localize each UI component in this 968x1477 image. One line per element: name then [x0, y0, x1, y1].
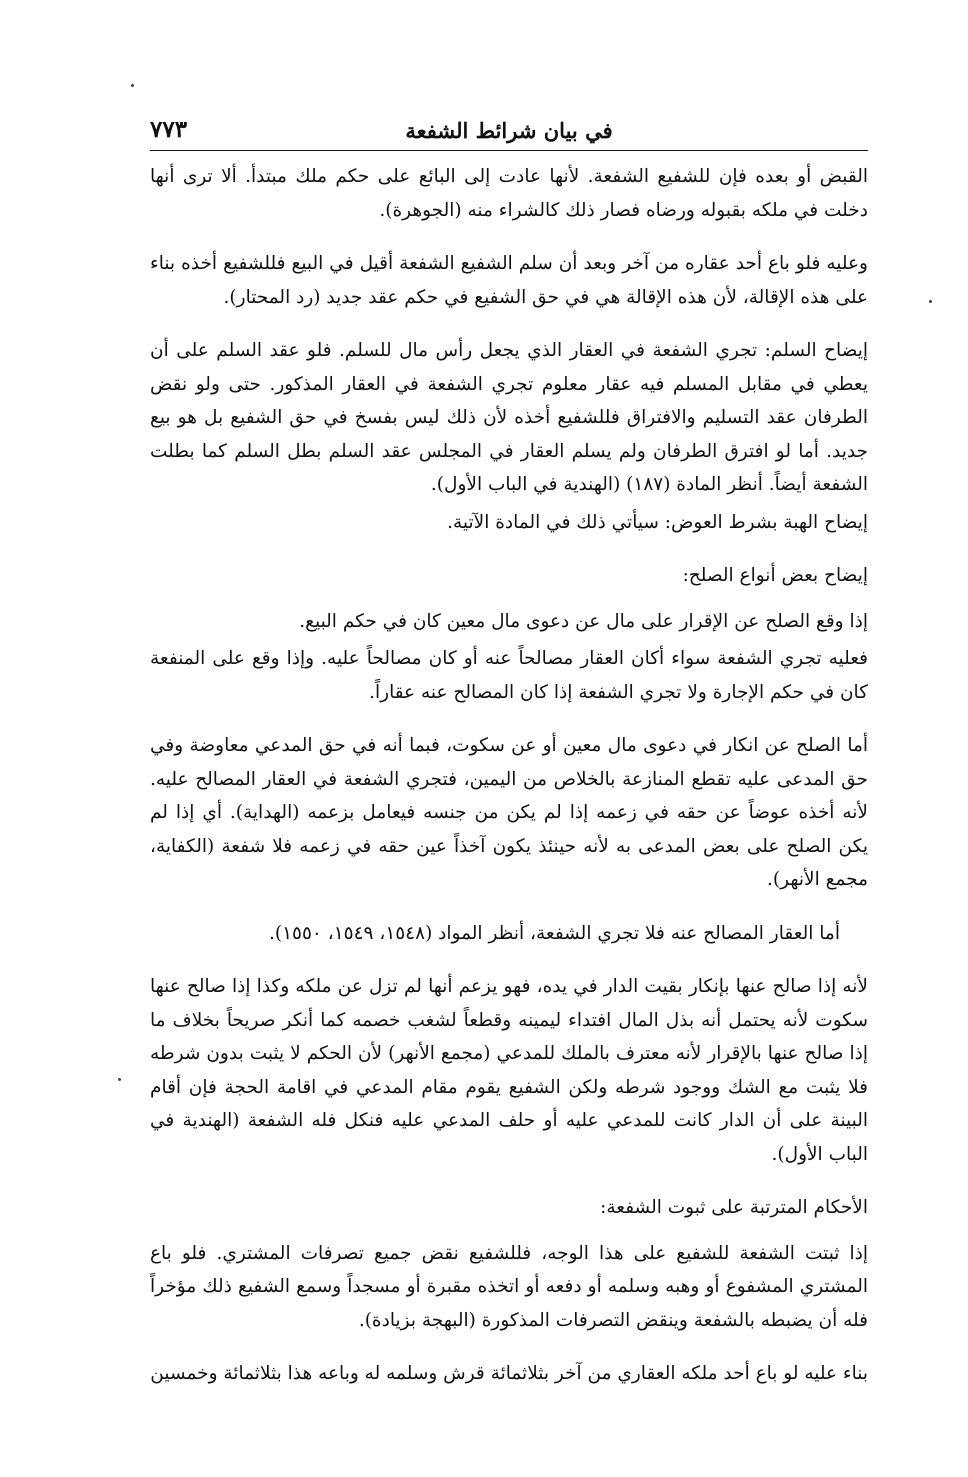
section-heading-ahkam: الأحكام المترتبة على ثبوت الشفعة: — [600, 1197, 868, 1218]
running-header — [150, 112, 868, 148]
paragraph-1: القبض أو بعده فإن للشفيع الشفعة. لأنها عادت إلى البائع على حكم ملك مبتدأ. ألا ترى أنها دخلت في ملكه بقبوله ورضاه فصار ذلك كالشراء منه (الجوهرة). — [150, 166, 868, 221]
paragraph-12: إذا ثبتت الشفعة للشفيع على هذا الوجه، فللشفيع نقض جميع تصرفات المشتري. فلو باع المشتري المشفوع أو وهبه وسلمه أو دفعه أو اتخذه مقبرة أو مسجداً وسمع الشفيع ذلك مؤخراً فله أن يضبطه بالشفعة وينقض التصرفات المذكورة (البهجة بزيادة). — [150, 1242, 868, 1331]
paragraph-9: أما العقار المصالح عنه فلا تجري الشفعة، أنظر المواد (١٥٤٨، ١٥٤٩، ١٥٥٠). — [268, 922, 840, 944]
paragraph-7: فعليه تجري الشفعة سواء أكان العقار مصالحاً عنه أو كان مصالحاً عليه. وإذا وقع على المنفعة كان في حكم الإجارة ولا تجري الشفعة إذا كان المصالح عنه عقاراً. — [150, 648, 868, 703]
paragraph-6: إذا وقع الصلح عن الإقرار على مال عن دعوى مال معين كان في حكم البيع. — [299, 610, 868, 632]
paragraph-3: إيضاح السلم: تجري الشفعة في العقار الذي يجعل رأس مال للسلم. فلو عقد السلم على أن يعطي في مقابل المسلم فيه عقار معلوم تجري الشفعة في العقار المذكور. حتى ولو نقض الطرفان عقد التسليم والافتراق فللشفيع أخذه لأن ذلك ليس بفسخ في حق الشفيع بل هو بيع جديد. أما لو افترق الطرفان ولم يسلم العقار في المجلس عقد السلم بطل السلم كما بطلت الشفعة أيضاً. أنظر المادة (١٨٧) (الهندية في الباب الأول). — [150, 340, 868, 495]
paragraph-2: وعليه فلو باع أحد عقاره من آخر وبعد أن سلم الشفيع الشفعة أقيل في البيع فللشفيع أخذه بناء على هذه الإقالة، لأن هذه الإقالة هي في حق الشفيع في حكم عقد جديد (رد المحتار). — [150, 253, 868, 308]
body-text — [150, 160, 868, 1403]
scan-speck — [131, 84, 134, 87]
paragraph-13: بناء عليه لو باع أحد ملكه العقاري من آخر بثلاثمائة قرش وسلمه له وباعه هذا بثلاثمائة وخمسين — [150, 1363, 868, 1384]
paragraph-8: أما الصلح عن انكار في دعوى مال معين أو عن سكوت، فبما أنه في حق المدعي معاوضة وفي حق المدعى عليه تقطع المنازعة بالخلاص من اليمين، فتجري الشفعة في العقار المصالح عليه. لأنه أخذه عوضاً عن حقه في زعمه إذا لم يكن من جنسه فيعامل بزعمه (الهداية). أي إذا لم يكن الصلح على بعض المدعى به لأنه حينئذ يكون آخذاً عين حقه في زعمه فلا شفعة (الكفاية، مجمع الأنهر). — [150, 735, 868, 890]
header-title: في بيان شرائط الشفعة — [405, 118, 613, 143]
scan-speck — [929, 300, 932, 303]
paragraph-10: لأنه إذا صالح عنها بإنكار بقيت الدار في يده، فهو يزعم أنها لم تزل عن ملكه وكذا إذا صالح عنها سكوت لأنه يحتمل أنه بذل المال افتداء ليمينه وقطعاً لشغب خصمه كما أنكر صريحاً بخلاف ما إذا صالح عنها بالإقرار لأنه معترف بالملك للمدعي (مجمع الأنهر) لأن الحكم لا يثبت بدون شرطه فلا يثبت مع الشك ووجود شرطه ولكن الشفيع يقوم مقام المدعي في اقامة الحجة فإن أقام البينة على أن الدار كانت للمدعي عليه أو حلف المدعي عليه فنكل فله الشفعة (الهندية في الباب الأول). — [150, 976, 868, 1165]
page-number: ٧٧٣ — [150, 116, 188, 143]
scan-speck — [118, 1078, 121, 1081]
section-heading-sulh: إيضاح بعض أنواع الصلح: — [682, 565, 868, 586]
header-rule — [150, 150, 868, 151]
paragraph-4: إيضاح الهبة بشرط العوض: سيأتي ذلك في المادة الآتية. — [447, 511, 868, 533]
